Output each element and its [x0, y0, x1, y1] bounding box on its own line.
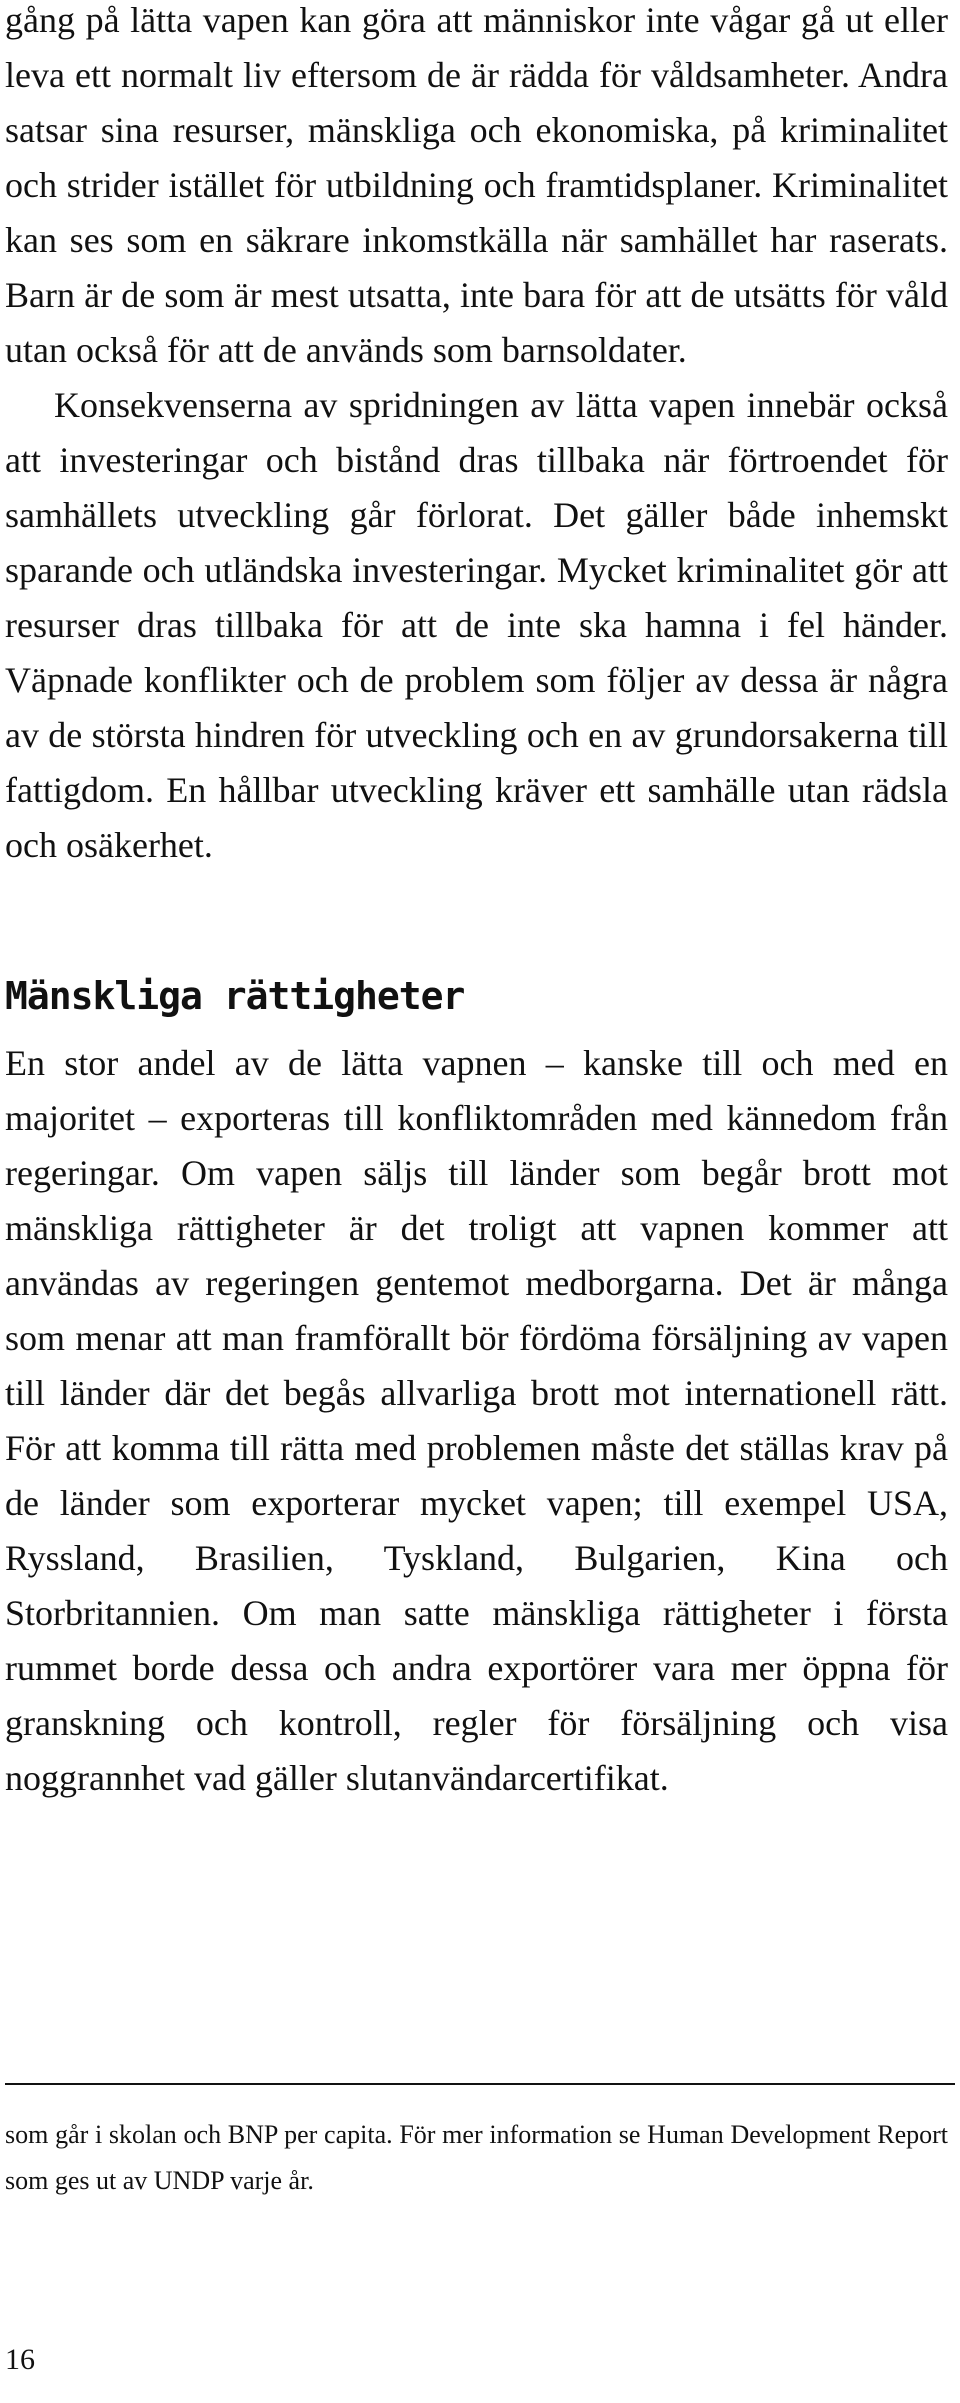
section-body: [5, 1036, 948, 1806]
footnote-text: som går i skolan och BNP per capita. För mer information se Human Development Report som ges ut av UNDP varje år.: [5, 2120, 948, 2195]
intro-paragraph-continued: gång på lätta vapen kan göra att människor inte vågar gå ut eller leva ett normalt liv eftersom de är rädda för våldsamheter. Andra satsar sina resurser, mänskliga och ekonomiska, på kriminalitet och strider istället för utbildning och framtidsplaner. Kriminalitet kan ses som en säkrare inkomstkälla när samhället har raserats. Barn är de som är mest utsatta, inte bara för att de utsätts för våld utan också för att de används som barnsoldater.: [5, 0, 948, 370]
intro-text: [5, 0, 948, 873]
footnote-divider: [5, 2083, 955, 2085]
page-number: 16: [5, 2343, 35, 2376]
section-heading: Mänskliga rättigheter: [5, 974, 465, 1018]
intro-paragraph-consequences: Konsekvenserna av spridningen av lätta vapen innebär också att investeringar och bistånd dras tillbaka när förtroendet för samhällets utveckling går förlorat. Det gäller både inhemskt sparande och utländska investeringar. Mycket kriminalitet gör att resurser dras tillbaka för att de inte ska hamna i fel händer. Väpnade konflikter och de problem som följer av dessa är några av de största hindren för utveckling och en av grundorsakerna till fattigdom. En hållbar utveckling kräver ett samhälle utan rädsla och osäkerhet.: [5, 385, 948, 865]
section-paragraph-human-rights: En stor andel av de lätta vapnen – kanske till och med en majoritet – exporteras till konfliktområden med kännedom från regeringar. Om vapen säljs till länder som begår brott mot mänskliga rättigheter är det troligt att vapnen kommer att användas av regeringen gentemot medborgarna. Det är många som menar att man framförallt bör fördöma försäljning av vapen till länder där det begås allvarliga brott mot internationell rätt. För att komma till rätta med problemen måste det ställas krav på de länder som exporterar mycket vapen; till exempel USA, Ryssland, Brasilien, Tyskland, Bulgarien, Kina och Storbritannien. Om man satte mänskliga rättigheter i första rummet borde dessa och andra exportörer vara mer öppna för granskning och kontroll, regler för försäljning och visa noggrannhet vad gäller slutanvändarcertifikat.: [5, 1043, 948, 1798]
